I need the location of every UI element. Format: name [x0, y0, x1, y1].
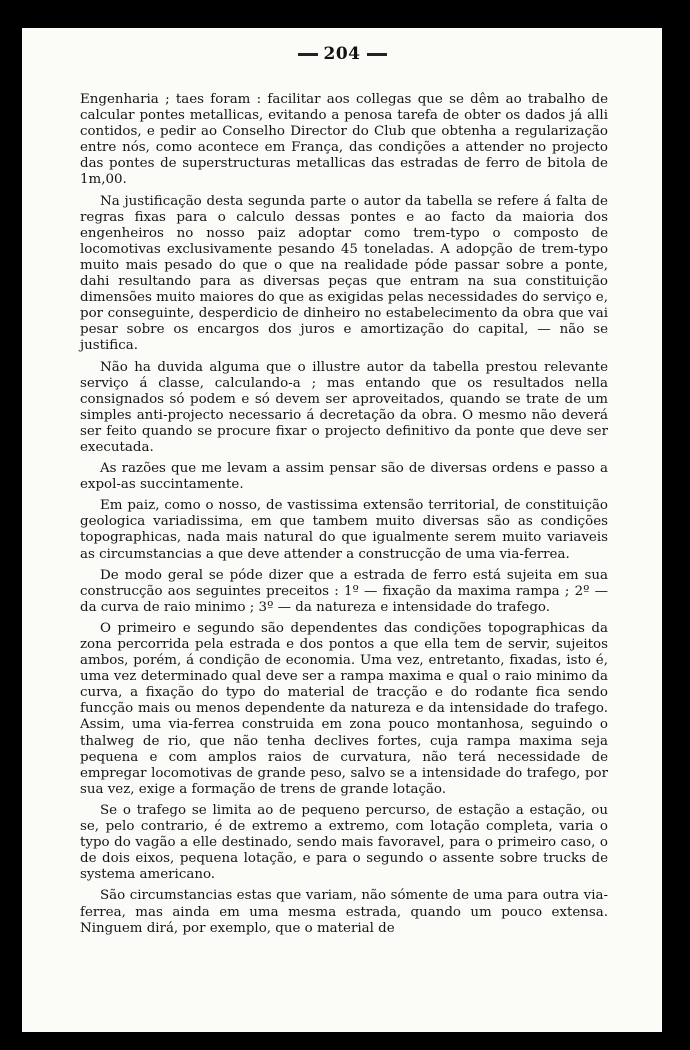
paragraph: As razões que me levam a assim pensar são de diversas ordens e passo a expol-as succintamente. — [80, 461, 608, 493]
paragraph: De modo geral se póde dizer que a estrada de ferro está sujeita em sua construcção aos seguintes preceitos : 1º — fixação da maxima rampa ; 2º — da curva de raio minimo ; 3º — da natureza e intensidade do trafego. — [80, 567, 608, 615]
page-header — [22, 44, 662, 64]
paragraph: O primeiro e segundo são dependentes das condições topographicas da zona percorrida pela estrada e dos pontos a que ella tem de servir, sujeitos ambos, porém, á condição de economia. Uma vez, entretanto, fixadas, isto é, uma vez determinado qual deve ser a rampa maxima e qual o raio minimo da curva, a fixação do typo do material de tracção e do rodante fica sendo funcção mais ou menos dependente da natureza e da intensidade do trafego. Assim, uma via-ferrea construida em zona pouco montanhosa, seguindo o thalweg de rio, que não tenha declives fortes, cuja rampa maxima seja pequena e com amplos raios de curvatura, não terá necessidade de empregar locomotivas de grande peso, salvo se a intensidade do trafego, por sua vez, exige a formação de trens de grande lotação. — [80, 620, 608, 797]
header-rule-right — [367, 53, 387, 56]
paragraph: Se o trafego se limita ao de pequeno percurso, de estação a estação, ou se, pelo contrario, é de extremo a extremo, com lotação completa, varia o typo do vagão a elle destinado, sendo mais favoravel, para o primeiro caso, o de dois eixos, pequena lotação, e para o segundo o assente sobre trucks de systema americano. — [80, 802, 608, 883]
document-page — [22, 28, 662, 1032]
paragraph: São circumstancias estas que variam, não sómente de uma para outra via-ferrea, mas ainda em uma mesma estrada, quando um pouco extensa. Ninguem dirá, por exemplo, que o material de — [80, 888, 608, 936]
paragraph: Na justificação desta segunda parte o autor da tabella se refere á falta de regras fixas para o calculo dessas pontes e ao facto da maioria dos engenheiros no nosso paiz adoptar como trem-typo o composto de locomotivas exclusivamente pesando 45 toneladas. A adopção de trem-typo muito mais pesado do que o que na realidade póde passar sobre a ponte, dahi resultando para as diversas peças que entram na sua constituição dimensões muito maiores do que as exigidas pelas necessidades do serviço e, por conseguinte, desperdicio de dinheiro no estabelecimento da obra que vai pesar sobre os encargos dos juros e amortização do capital, — não se justifica. — [80, 193, 608, 354]
page-number: 204 — [323, 44, 361, 64]
paragraph: Em paiz, como o nosso, de vastissima extensão territorial, de constituição geologica variadissima, em que tambem muito diversas são as condições topographicas, nada mais natural do que igualmente serem muito variaveis as circumstancias a que deve attender a construcção de uma via-ferrea. — [80, 498, 608, 562]
paragraph: Engenharia ; taes foram : facilitar aos collegas que se dêm ao trabalho de calcular pontes metallicas, evitando a penosa tarefa de obter os dados já alli contidos, e pedir ao Conselho Director do Club que obtenha a regularização entre nós, como acontece em França, das condições a attender no projecto das pontes de superstructuras metallicas das estradas de ferro de bitola de 1m,00. — [80, 92, 608, 188]
paragraph: Não ha duvida alguma que o illustre autor da tabella prestou relevante serviço á classe, calculando-a ; mas entando que os resultados nella consignados só podem e só devem ser aproveitados, quando se trate de um simples anti-projecto necessario á decretação da obra. O mesmo não deverá ser feito quando se procure fixar o projecto definitivo da ponte que deve ser executada. — [80, 359, 608, 455]
header-rule-left — [298, 53, 318, 56]
body-text — [80, 92, 608, 942]
